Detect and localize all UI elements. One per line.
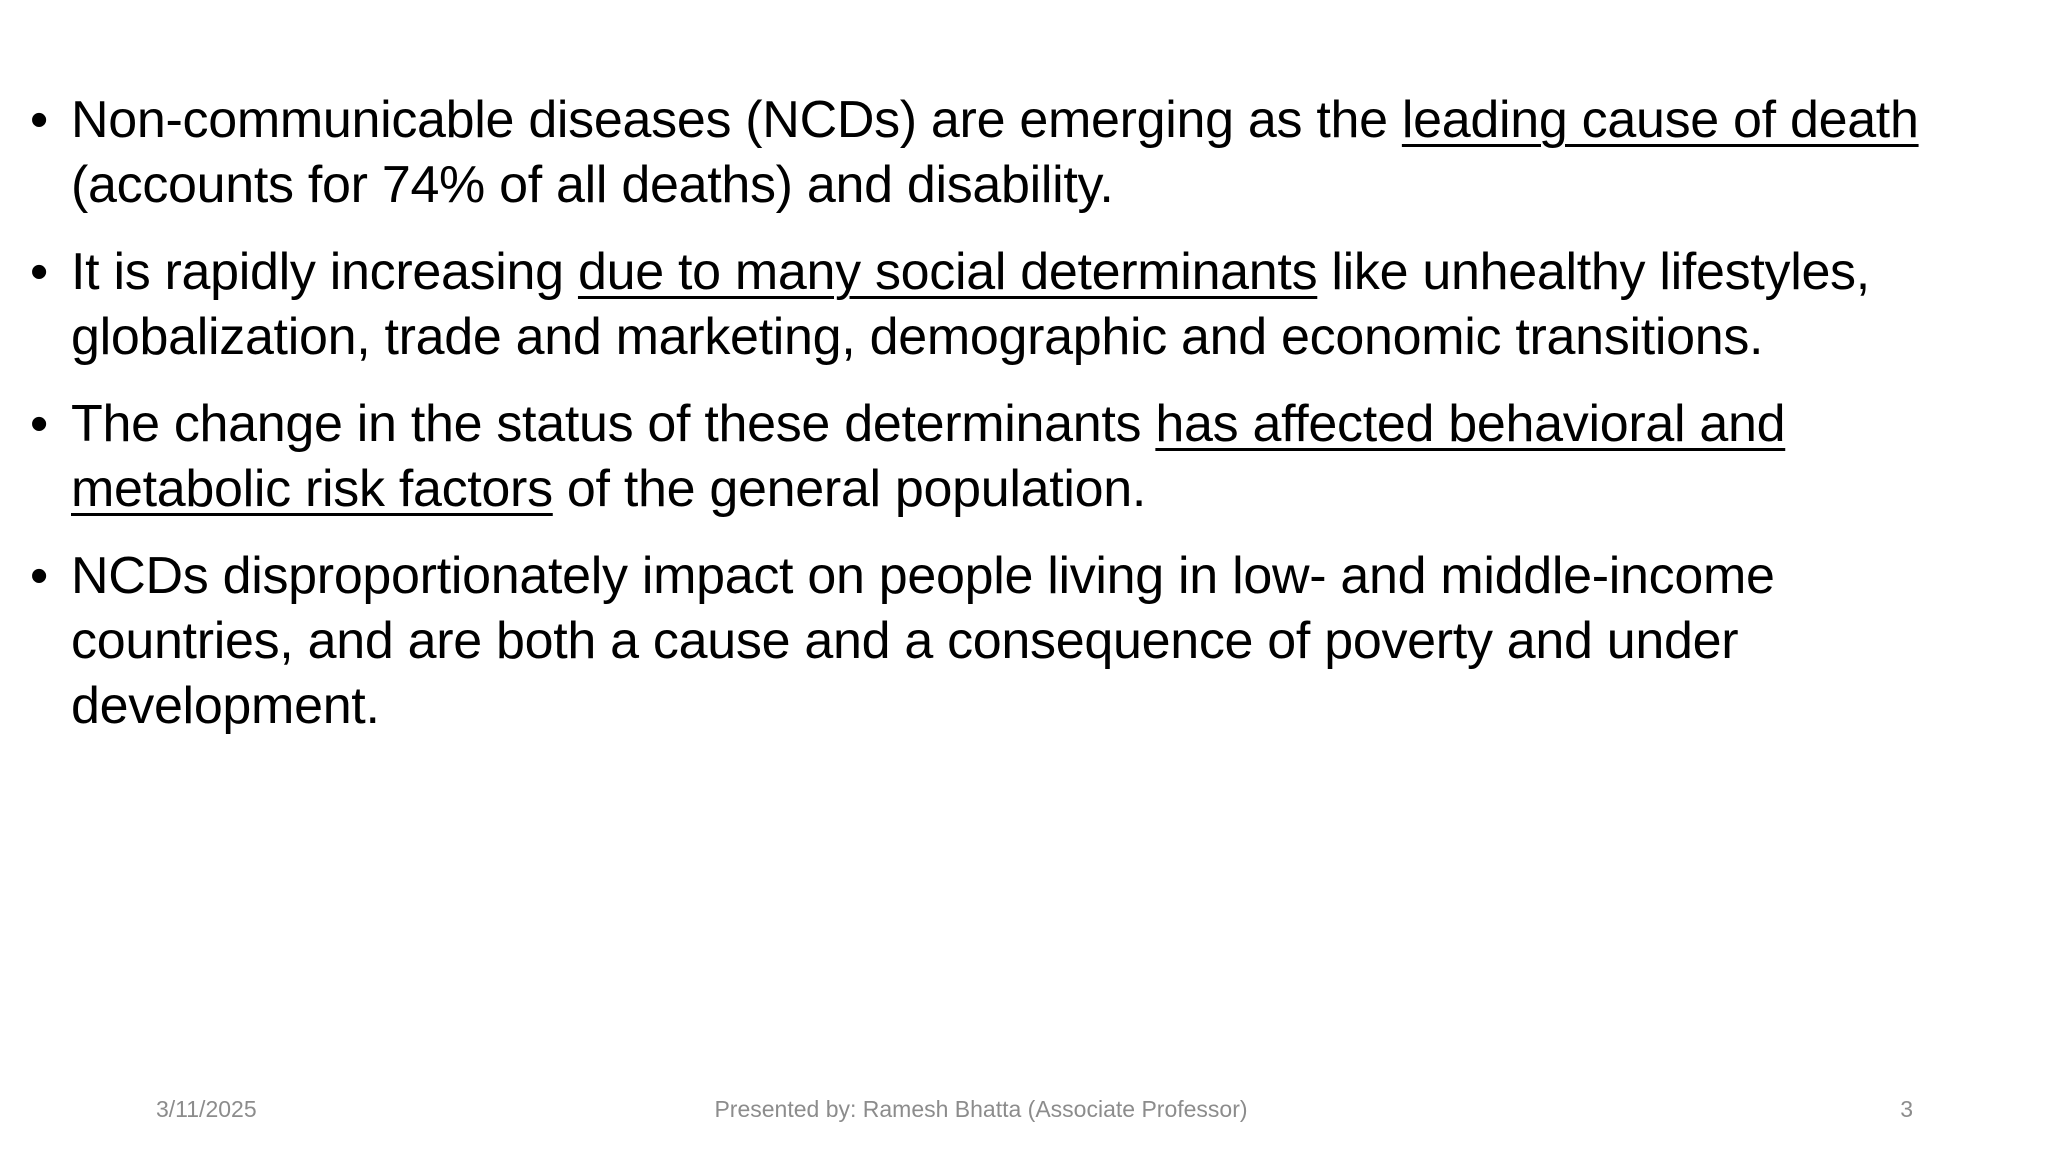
footer-page-number: 3 [1900,1096,1913,1122]
underlined-phrase: leading cause of death [1401,91,1919,149]
underlined-phrase: has affected behavioral and metabolic risk factors [71,395,1786,518]
bullet-list [30,88,1990,761]
bullet-item-ncd-leading-cause [30,88,1990,218]
bullet-item-low-middle-income [30,544,1990,739]
footer-presenter: Presented by: Ramesh Bhatta (Associate Professor) [714,1096,1248,1122]
bullet-text: (accounts for 74% of all deaths) and disability. [71,156,1114,214]
bullet-text: like unhealthy lifestyles, globalization, trade and marketing, demographic and economic transitions. [71,243,1870,366]
bullet-dot-icon: • [30,395,48,453]
bullet-text: Non-communicable diseases (NCDs) are emerging as the [71,91,1402,149]
bullet-dot-icon: • [30,243,48,301]
bullet-text: It is rapidly increasing [71,243,578,301]
bullet-text: The change in the status of these determinants [71,395,1156,453]
underlined-phrase: due to many social determinants [577,243,1318,301]
bullet-dot-icon: • [30,91,48,149]
bullet-item-risk-factors [30,392,1990,522]
bullet-item-social-determinants [30,240,1990,370]
bullet-text: of the general population. [552,460,1147,518]
bullet-dot-icon: • [30,547,48,605]
footer-date: 3/11/2025 [156,1096,257,1122]
bullet-text: NCDs disproportionately impact on people living in low- and middle-income countries, and are both a cause and a consequence of poverty and under development. [71,547,1775,735]
